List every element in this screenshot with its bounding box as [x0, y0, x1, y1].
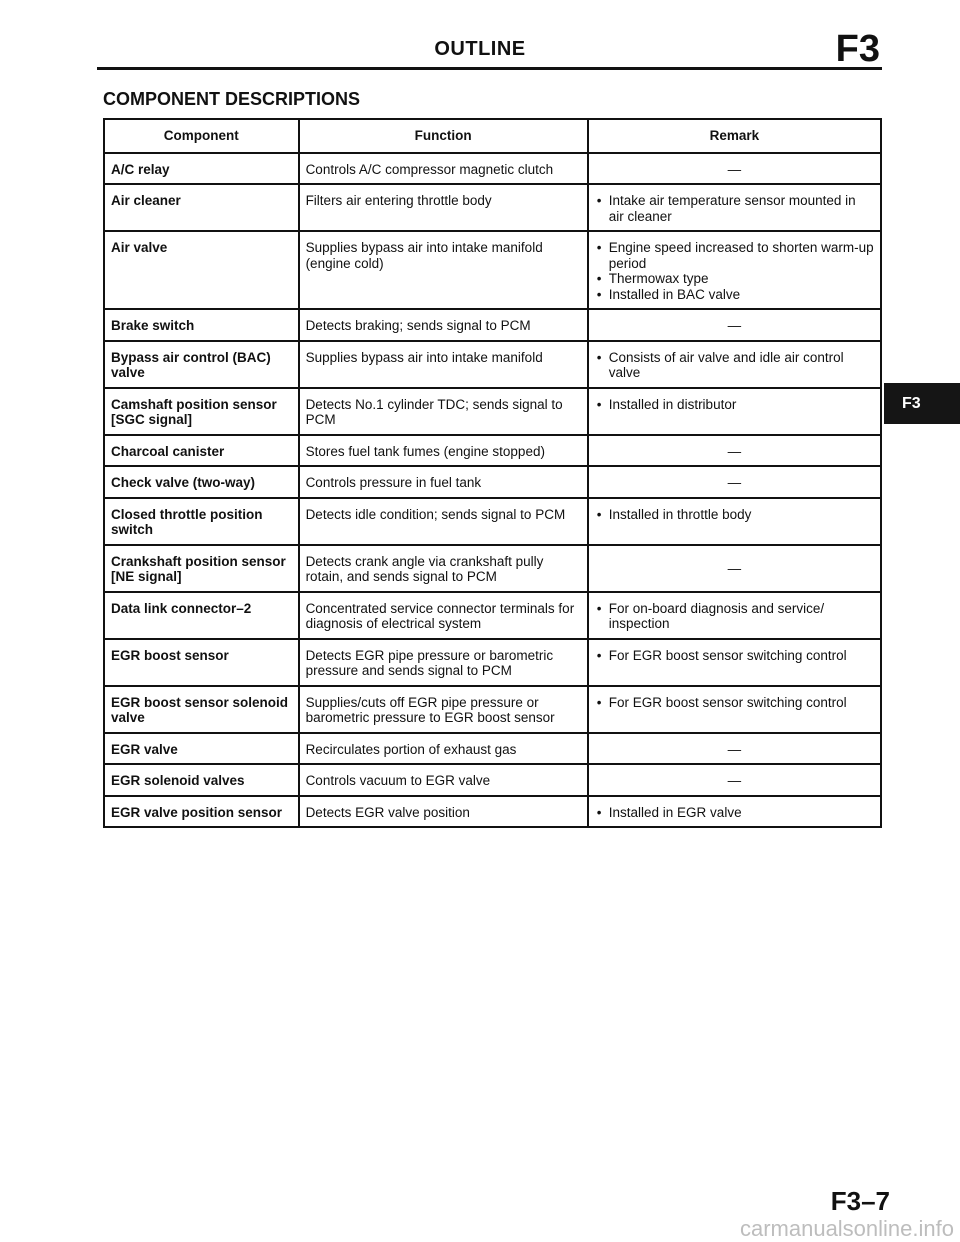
- column-header-component: Component: [104, 119, 299, 153]
- remark-list: [595, 397, 874, 413]
- remark-item: • Consists of air valve and idle air control valve: [595, 350, 874, 381]
- watermark: carmanualsonline.info: [739, 1216, 954, 1241]
- component-table: [103, 118, 882, 828]
- component-cell: Air cleaner: [104, 184, 299, 231]
- no-remark-dash: —: [727, 443, 742, 459]
- remark-cell: [588, 341, 881, 388]
- no-remark-dash: —: [727, 475, 742, 490]
- table-row: [104, 231, 881, 309]
- remark-item: • For on-board diagnosis and service/ inspection: [595, 601, 874, 632]
- no-remark-dash: —: [727, 161, 742, 177]
- remark-cell: [588, 545, 881, 592]
- function-cell: Supplies bypass air into intake manifold (engine cold): [299, 231, 588, 309]
- table-row: [104, 639, 881, 686]
- function-cell: Controls pressure in fuel tank: [299, 466, 588, 498]
- function-cell: Stores fuel tank fumes (engine stopped): [299, 435, 588, 467]
- function-cell: Detects EGR valve position: [299, 796, 588, 828]
- remark-cell: [588, 733, 881, 765]
- table-row: [104, 341, 881, 388]
- component-cell: Check valve (two-way): [104, 466, 299, 498]
- component-cell: Data link connector–2: [104, 592, 299, 639]
- component-cell: A/C relay: [104, 153, 299, 185]
- component-cell: Crankshaft position sensor [NE signal]: [104, 545, 299, 592]
- section-title: COMPONENT DESCRIPTIONS: [103, 89, 361, 109]
- component-cell: EGR solenoid valves: [104, 764, 299, 796]
- remark-cell: [588, 231, 881, 309]
- remark-cell: [588, 184, 881, 231]
- remark-item: • For EGR boost sensor switching control: [595, 648, 874, 664]
- remark-list: [595, 601, 874, 632]
- remark-list: [595, 648, 874, 664]
- table-row: [104, 796, 881, 828]
- table-row: [104, 686, 881, 733]
- no-remark-dash: —: [727, 741, 742, 757]
- remark-cell: [588, 153, 881, 185]
- remark-cell: [588, 309, 881, 341]
- table-body: [104, 153, 881, 828]
- header-divider: [97, 67, 882, 70]
- function-cell: Detects idle condition; sends signal to PCM: [299, 498, 588, 545]
- remark-list: [595, 193, 874, 224]
- page-number: F3–7: [830, 1186, 890, 1216]
- table-row: [104, 388, 881, 435]
- table-row: [104, 545, 881, 592]
- no-remark-dash: —: [727, 561, 742, 577]
- component-cell: Air valve: [104, 231, 299, 309]
- remark-list: [595, 240, 874, 302]
- table-row: [104, 733, 881, 765]
- remark-cell: [588, 686, 881, 733]
- column-header-function: Function: [299, 119, 588, 153]
- section-code: F3: [835, 28, 880, 70]
- remark-item: • Engine speed increased to shorten warm-up period: [595, 240, 874, 271]
- remark-cell: [588, 592, 881, 639]
- function-cell: Controls A/C compressor magnetic clutch: [299, 153, 588, 185]
- component-cell: Charcoal canister: [104, 435, 299, 467]
- remark-list: [595, 350, 874, 381]
- remark-cell: [588, 796, 881, 828]
- remark-cell: [588, 639, 881, 686]
- remark-cell: [588, 388, 881, 435]
- function-cell: Detects No.1 cylinder TDC; sends signal to PCM: [299, 388, 588, 435]
- function-cell: Supplies bypass air into intake manifold: [299, 341, 588, 388]
- remark-item: • Thermowax type: [595, 271, 874, 287]
- table-row: [104, 466, 881, 498]
- component-cell: EGR valve position sensor: [104, 796, 299, 828]
- remark-cell: [588, 435, 881, 467]
- table-header-row: [104, 119, 881, 153]
- remark-item: • Installed in EGR valve: [595, 805, 874, 821]
- function-cell: Detects braking; sends signal to PCM: [299, 309, 588, 341]
- function-cell: Filters air entering throttle body: [299, 184, 588, 231]
- component-cell: EGR valve: [104, 733, 299, 765]
- function-cell: Concentrated service connector terminals for diagnosis of electrical system: [299, 592, 588, 639]
- function-cell: Recirculates portion of exhaust gas: [299, 733, 588, 765]
- remark-list: [595, 695, 874, 711]
- remark-cell: [588, 764, 881, 796]
- function-cell: Detects EGR pipe pressure or barometric pressure and sends signal to PCM: [299, 639, 588, 686]
- component-cell: Brake switch: [104, 309, 299, 341]
- component-cell: Closed throttle position switch: [104, 498, 299, 545]
- remark-item: • Intake air temperature sensor mounted in air cleaner: [595, 193, 874, 224]
- function-cell: Controls vacuum to EGR valve: [299, 764, 588, 796]
- page-title: OUTLINE: [434, 38, 526, 60]
- no-remark-dash: —: [727, 318, 742, 333]
- table-row: [104, 592, 881, 639]
- remark-cell: [588, 466, 881, 498]
- remark-list: [595, 507, 874, 523]
- table-row: [104, 184, 881, 231]
- component-cell: EGR boost sensor: [104, 639, 299, 686]
- table-row: [104, 153, 881, 185]
- column-header-remark: Remark: [588, 119, 881, 153]
- function-cell: Detects crank angle via crankshaft pully rotain, and sends signal to PCM: [299, 545, 588, 592]
- section-tab-f3[interactable]: F3: [884, 383, 960, 424]
- function-cell: Supplies/cuts off EGR pipe pressure or barometric pressure to EGR boost sensor: [299, 686, 588, 733]
- remark-item: • Installed in throttle body: [595, 507, 874, 523]
- table-row: [104, 498, 881, 545]
- table-row: [104, 309, 881, 341]
- component-cell: Bypass air control (BAC) valve: [104, 341, 299, 388]
- remark-item: • Installed in BAC valve: [595, 287, 874, 303]
- remark-item: • Installed in distributor: [595, 397, 874, 413]
- no-remark-dash: —: [727, 773, 742, 788]
- table-row: [104, 764, 881, 796]
- remark-item: • For EGR boost sensor switching control: [595, 695, 874, 711]
- component-cell: EGR boost sensor solenoid valve: [104, 686, 299, 733]
- component-cell: Camshaft position sensor [SGC signal]: [104, 388, 299, 435]
- remark-list: [595, 805, 874, 821]
- remark-cell: [588, 498, 881, 545]
- table-row: [104, 435, 881, 467]
